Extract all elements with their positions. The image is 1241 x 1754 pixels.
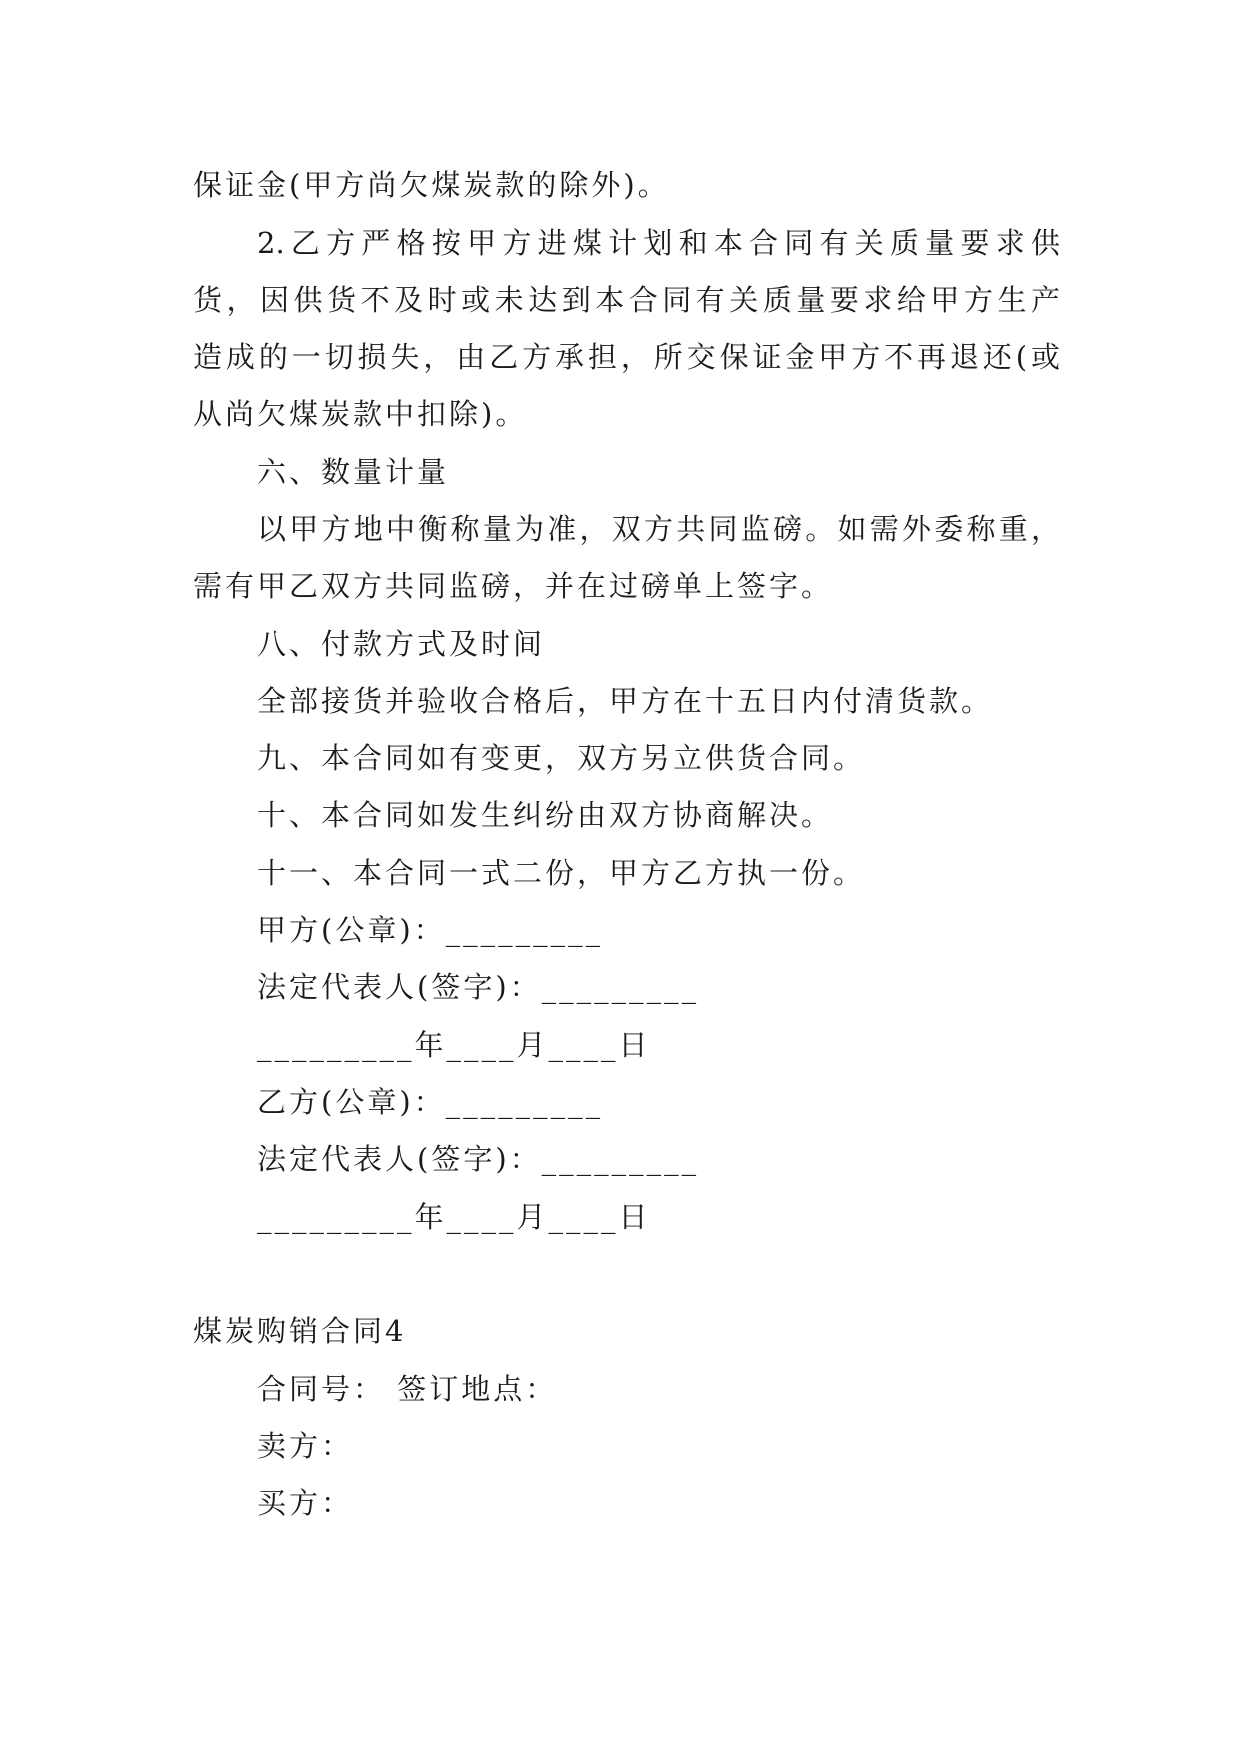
text-line-5: 从尚欠煤炭款中扣除)。 [193, 397, 528, 431]
party-b-representative-line: 法定代表人(签字)：_________ [257, 1142, 700, 1176]
text-line-1: 保证金(甲方尚欠煤炭款的除外)。 [193, 168, 670, 202]
clause-ten: 十、本合同如发生纠纷由双方协商解决。 [257, 798, 834, 832]
clause-nine: 九、本合同如有变更，双方另立供货合同。 [257, 741, 866, 775]
section-heading-quantity: 六、数量计量 [257, 455, 450, 489]
text-line-4: 造成的一切损失，由乙方承担，所交保证金甲方不再退还(或 [193, 340, 1060, 374]
text-line-2: 2.乙方严格按甲方进煤计划和本合同有关质量要求供 [257, 226, 1060, 260]
text-line-3: 货，因供货不及时或未达到本合同有关质量要求给甲方生产 [193, 283, 1060, 317]
section-heading-payment: 八、付款方式及时间 [257, 627, 546, 661]
buyer-line: 买方： [257, 1486, 354, 1520]
party-b-seal-line: 乙方(公章)：_________ [257, 1085, 604, 1119]
text-line-7: 以甲方地中衡称量为准，双方共同监磅。如需外委称重， [257, 512, 1060, 546]
contract-number-and-place: 合同号： 签订地点： [257, 1372, 558, 1406]
text-line-8: 需有甲乙双方共同监磅，并在过磅单上签字。 [193, 569, 834, 603]
seller-line: 卖方： [257, 1429, 354, 1463]
contract-title: 煤炭购销合同4 [193, 1314, 407, 1348]
clause-eleven: 十一、本合同一式二份，甲方乙方执一份。 [257, 856, 866, 890]
party-b-date-line: _________年____月____日 [257, 1200, 651, 1234]
text-line-10: 全部接货并验收合格后，甲方在十五日内付清货款。 [257, 684, 994, 718]
party-a-date-line: _________年____月____日 [257, 1028, 651, 1062]
party-a-representative-line: 法定代表人(签字)：_________ [257, 970, 700, 1004]
party-a-seal-line: 甲方(公章)：_________ [257, 913, 604, 947]
